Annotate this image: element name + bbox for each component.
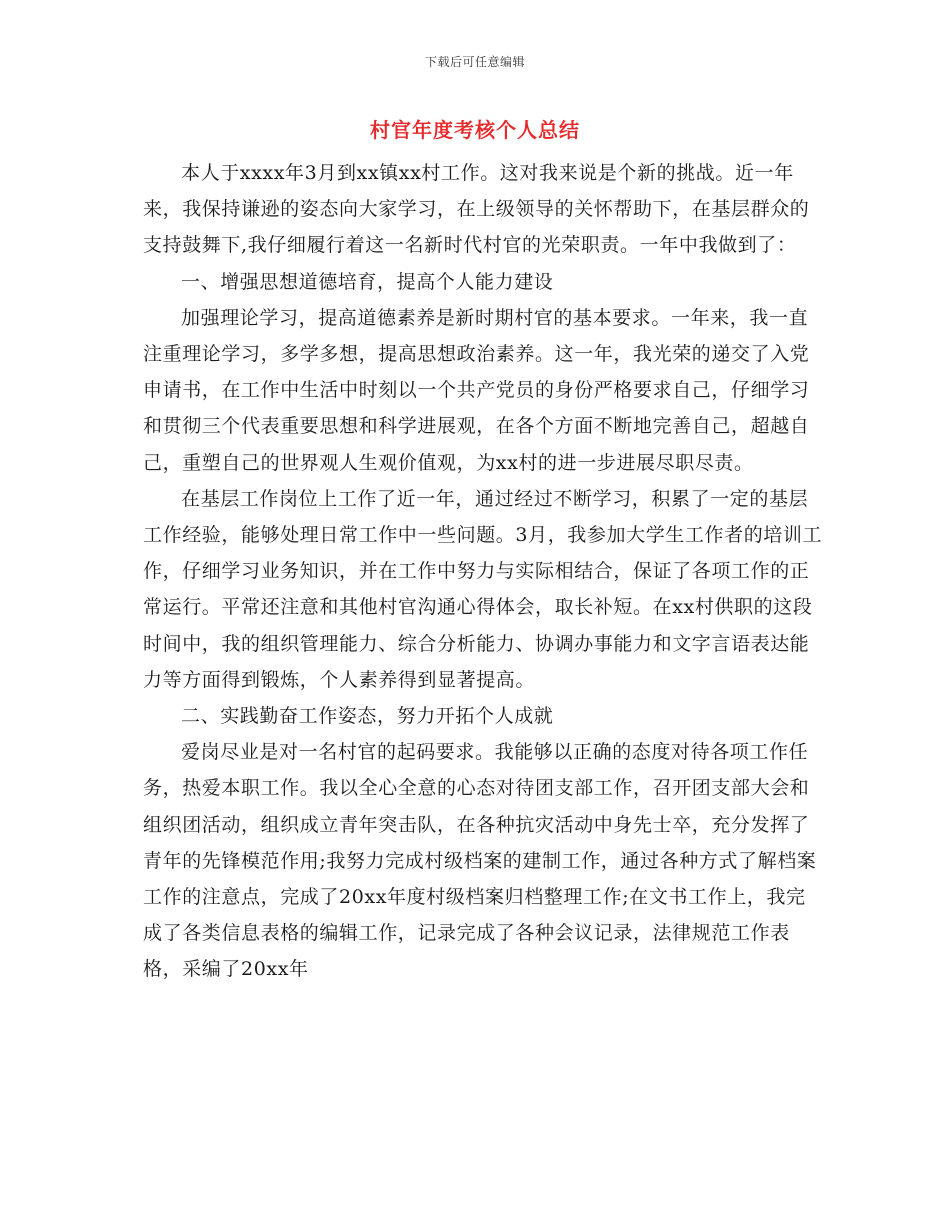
- paragraph-1: 加强理论学习，提高道德素养是新时期村官的基本要求。一年来，我一直注重理论学习，多学多想，提高思想政治素养。这一年，我光荣的递交了入党申请书，在工作中生活中时刻以一个共产党员的身份严格要求自己，仔细学习和贯彻三个代表重要思想和科学进展观，在各个方面不断地完善自己，超越自己，重塑自己的世界观人生观价值观，为xx村的进一步进展尽职尽责。: [143, 306, 810, 474]
- document-title: 村官年度考核个人总结: [370, 118, 580, 142]
- section-heading-2: 二、实践勤奋工作姿态，努力开拓个人成就: [181, 705, 554, 728]
- section-heading-1: 一、增强思想道德培育，提高个人能力建设: [181, 270, 554, 293]
- paragraph-2: 在基层工作岗位上工作了近一年，通过经过不断学习，积累了一定的基层工作经验，能够处理日常工作中一些问题。3月，我参加大学生工作者的培训工作，仔细学习业务知识，并在工作中努力与实际相结合，保证了各项工作的正常运行。平常还注意和其他村官沟通心得体会，取长补短。在xx村供职的这段时间中，我的组织管理能力、综合分析能力、协调办事能力和文字言语表达能力等方面得到锻炼，个人素养得到显著提高。: [143, 487, 823, 691]
- paragraph-3: 爱岗尽业是对一名村官的起码要求。我能够以正确的态度对待各项工作任务，热爱本职工作。我以全心全意的心态对待团支部工作，召开团支部大会和组织团活动，组织成立青年突击队，在各种抗灾活动中身先士卒，充分发挥了青年的先锋模范作用;我努力完成村级档案的建制工作，通过各种方式了解档案工作的注意点，完成了20xx年度村级档案归档整理工作;在文书工作上，我完成了各类信息表格的编辑工作，记录完成了各种会议记录，法律规范工作表格，采编了20xx年: [143, 741, 817, 981]
- paragraph-intro: 本人于xxxx年3月到xx镇xx村工作。这对我来说是个新的挑战。近一年来，我保持谦逊的姿态向大家学习，在上级领导的关怀帮助下，在基层群众的支持鼓舞下,我仔细履行着这一名新时代村官的光荣职责。一年中我做到了：: [143, 162, 810, 257]
- header-note: 下载后可任意编辑: [424, 55, 525, 69]
- document-body: [143, 155, 823, 988]
